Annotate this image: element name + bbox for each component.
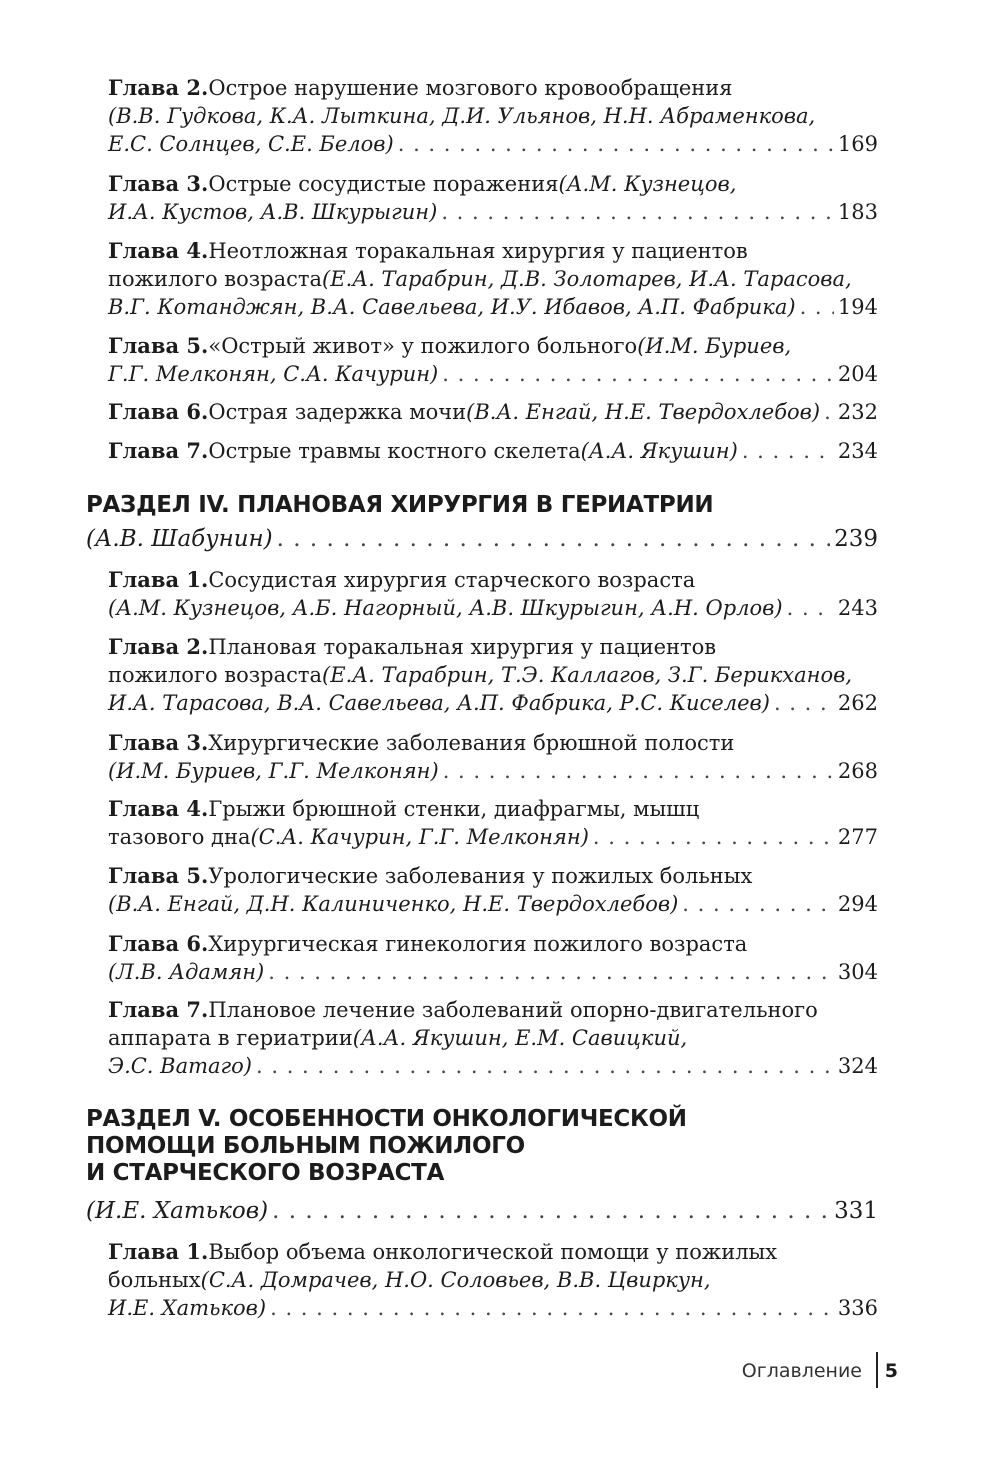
toc-line [108, 199, 878, 225]
toc-line [108, 294, 878, 320]
page-number: 234 [837, 439, 878, 463]
chapter-title: Острое нарушение мозгового кровообращения [208, 76, 733, 100]
toc-line [108, 997, 878, 1023]
chapter-title: аппарата в гериатрии [108, 1026, 353, 1050]
chapter-title: больных [108, 1268, 201, 1292]
toc-line [108, 238, 878, 264]
dot-leader [443, 758, 834, 784]
toc-line [108, 824, 878, 850]
chapter-label: Глава 1. [108, 1239, 209, 1264]
toc-line [108, 931, 878, 957]
chapter-label: Глава 4. [108, 238, 209, 263]
dot-leader [441, 199, 834, 225]
chapter-authors: (И.М. Буриев, Г.Г. Мелконян) [108, 759, 439, 783]
dot-leader [682, 891, 834, 917]
toc-line [108, 690, 878, 716]
dot-leader [268, 959, 834, 985]
chapter-title: Плановая торакальная хирургия у пациентов [208, 635, 717, 659]
section-authors: (А.В. Шабунин) [86, 526, 273, 552]
chapter-authors: (А.М. Кузнецов, [558, 172, 737, 196]
page-number: 169 [837, 132, 878, 156]
toc-line [108, 103, 878, 129]
page-number: 304 [837, 960, 878, 984]
dot-leader [787, 595, 834, 621]
chapter-authors: И.А. Кустов, А.В. Шкурыгин) [108, 200, 438, 224]
chapter-label: Глава 3. [108, 730, 209, 755]
dot-leader [742, 438, 834, 464]
chapter-authors: Э.С. Ватаго) [108, 1054, 252, 1078]
chapter-authors: Г.Г. Мелконян, С.А. Качурин) [108, 362, 439, 386]
toc-line [108, 1025, 878, 1051]
page-number: 277 [837, 825, 878, 849]
chapter-title: пожилого возраста [108, 267, 323, 291]
chapter-label: Глава 5. [108, 333, 209, 358]
chapter-title: тазового дна [108, 825, 251, 849]
toc-line [108, 399, 878, 425]
chapter-title: Плановое лечение заболеваний опорно-двигательного [208, 998, 818, 1022]
chapter-title: Острые травмы костного скелета [208, 439, 581, 463]
dot-leader [270, 1295, 834, 1321]
page-number: 243 [837, 596, 878, 620]
toc-line [108, 1267, 878, 1293]
chapter-label: Глава 7. [108, 997, 209, 1022]
chapter-label: Глава 1. [108, 567, 209, 592]
toc-line [108, 1053, 878, 1079]
page-number: 268 [837, 759, 878, 783]
section-heading: РАЗДЕЛ V. ОСОБЕННОСТИ ОНКОЛОГИЧЕСКОЙ [86, 1106, 687, 1132]
toc-line [108, 595, 878, 621]
chapter-authors: (А.А. Якушин) [580, 439, 738, 463]
chapter-title: Сосудистая хирургия старческого возраста [208, 568, 696, 592]
dot-leader [256, 1053, 834, 1079]
chapter-authors: В.Г. Котанджян, В.А. Савельева, И.У. Ибавов, А.П. Фабрика) [108, 295, 796, 319]
chapter-label: Глава 7. [108, 438, 209, 463]
chapter-authors: (В.В. Гудкова, К.А. Лыткина, Д.И. Ульянов, Н.Н. Абраменкова, [108, 104, 816, 128]
dot-leader [593, 824, 834, 850]
chapter-label: Глава 6. [108, 399, 209, 424]
footer-divider [876, 1352, 878, 1388]
chapter-authors: Е.С. Солнцев, С.Е. Белов) [108, 132, 394, 156]
section-heading: ПОМОЩИ БОЛЬНЫМ ПОЖИЛОГО [86, 1133, 525, 1159]
toc-line [108, 863, 878, 889]
toc-line [108, 634, 878, 660]
chapter-authors: И.А. Тарасова, В.А. Савельева, А.П. Фабрика, Р.С. Киселев) [108, 691, 770, 715]
section-heading: И СТАРЧЕСКОГО ВОЗРАСТА [86, 1160, 445, 1186]
chapter-authors: (Е.А. Тарабрин, Т.Э. Каллагов, З.Г. Берикханов, [322, 663, 853, 687]
page-footer [740, 1358, 910, 1388]
toc-line [108, 266, 878, 292]
chapter-authors: (Е.А. Тарабрин, Д.В. Золотарев, И.А. Тарасова, [322, 267, 852, 291]
chapter-title: Острые сосудистые поражения [208, 172, 559, 196]
toc-line [108, 891, 878, 917]
chapter-authors: (С.А. Качурин, Г.Г. Мелконян) [250, 825, 589, 849]
chapter-title: Выбор объема онкологической помощи у пожилых [208, 1240, 778, 1264]
dot-leader [442, 361, 834, 387]
page-number: 324 [837, 1054, 878, 1078]
page-number: 204 [837, 362, 878, 386]
page-number: 232 [837, 400, 878, 424]
dot-leader [774, 690, 834, 716]
toc-line [108, 361, 878, 387]
chapter-authors: (А.А. Якушин, Е.М. Савицкий, [352, 1026, 688, 1050]
chapter-label: Глава 6. [108, 931, 209, 956]
chapter-title: Хирургические заболевания брюшной полости [208, 731, 735, 755]
dot-leader [800, 294, 834, 320]
page-number: 239 [834, 526, 878, 552]
chapter-label: Глава 2. [108, 75, 209, 100]
dot-leader [272, 1198, 830, 1224]
toc-line [108, 438, 878, 464]
toc-line [86, 526, 878, 552]
toc-line [108, 796, 878, 822]
chapter-title: пожилого возраста [108, 663, 323, 687]
toc-line [108, 758, 878, 784]
page-number: 183 [837, 200, 878, 224]
toc-line [108, 567, 878, 593]
dot-leader [277, 526, 830, 552]
page-number: 336 [837, 1296, 878, 1320]
toc-line [108, 1295, 878, 1321]
chapter-authors: (А.М. Кузнецов, А.Б. Нагорный, А.В. Шкурыгин, А.Н. Орлов) [108, 596, 783, 620]
section-heading: РАЗДЕЛ IV. ПЛАНОВАЯ ХИРУРГИЯ В ГЕРИАТРИИ [86, 492, 714, 518]
toc-line [108, 662, 878, 688]
section-authors: (И.Е. Хатьков) [86, 1198, 269, 1224]
page-number: 194 [837, 295, 878, 319]
page-number: 262 [837, 691, 878, 715]
dot-leader [824, 399, 834, 425]
chapter-title: Острая задержка мочи [208, 400, 467, 424]
toc-line [108, 131, 878, 157]
chapter-authors: И.Е. Хатьков) [108, 1296, 267, 1320]
chapter-authors: (И.М. Буриев, [637, 334, 792, 358]
page-number: 294 [837, 892, 878, 916]
toc-line [108, 730, 878, 756]
chapter-authors: (В.А. Енгай, Д.Н. Калиниченко, Н.Е. Твердохлебов) [108, 892, 679, 916]
toc-line [108, 1239, 878, 1265]
chapter-title: Грыжи брюшной стенки, диафрагмы, мышц [208, 797, 700, 821]
chapter-title: «Острый живот» у пожилого больного [208, 334, 638, 358]
chapter-authors: (В.А. Енгай, Н.Е. Твердохлебов) [466, 400, 821, 424]
chapter-label: Глава 5. [108, 863, 209, 888]
footer-page-number: 5 [884, 1360, 898, 1382]
chapter-title: Урологические заболевания у пожилых больных [208, 864, 753, 888]
footer-section-label: Оглавление [741, 1360, 862, 1382]
chapter-authors: (Л.В. Адамян) [108, 960, 265, 984]
dot-leader [398, 131, 834, 157]
chapter-label: Глава 4. [108, 796, 209, 821]
toc-line [108, 75, 878, 101]
chapter-authors: (С.А. Домрачев, Н.О. Соловьев, В.В. Цвиркун, [200, 1268, 711, 1292]
toc-line [108, 959, 878, 985]
toc-line [108, 333, 878, 359]
chapter-label: Глава 3. [108, 171, 209, 196]
chapter-title: Неотложная торакальная хирургия у пациентов [208, 239, 748, 263]
toc-line [86, 1198, 878, 1224]
page-number: 331 [834, 1198, 878, 1224]
chapter-title: Хирургическая гинекология пожилого возраста [208, 932, 748, 956]
chapter-label: Глава 2. [108, 634, 209, 659]
toc-line [108, 171, 878, 197]
